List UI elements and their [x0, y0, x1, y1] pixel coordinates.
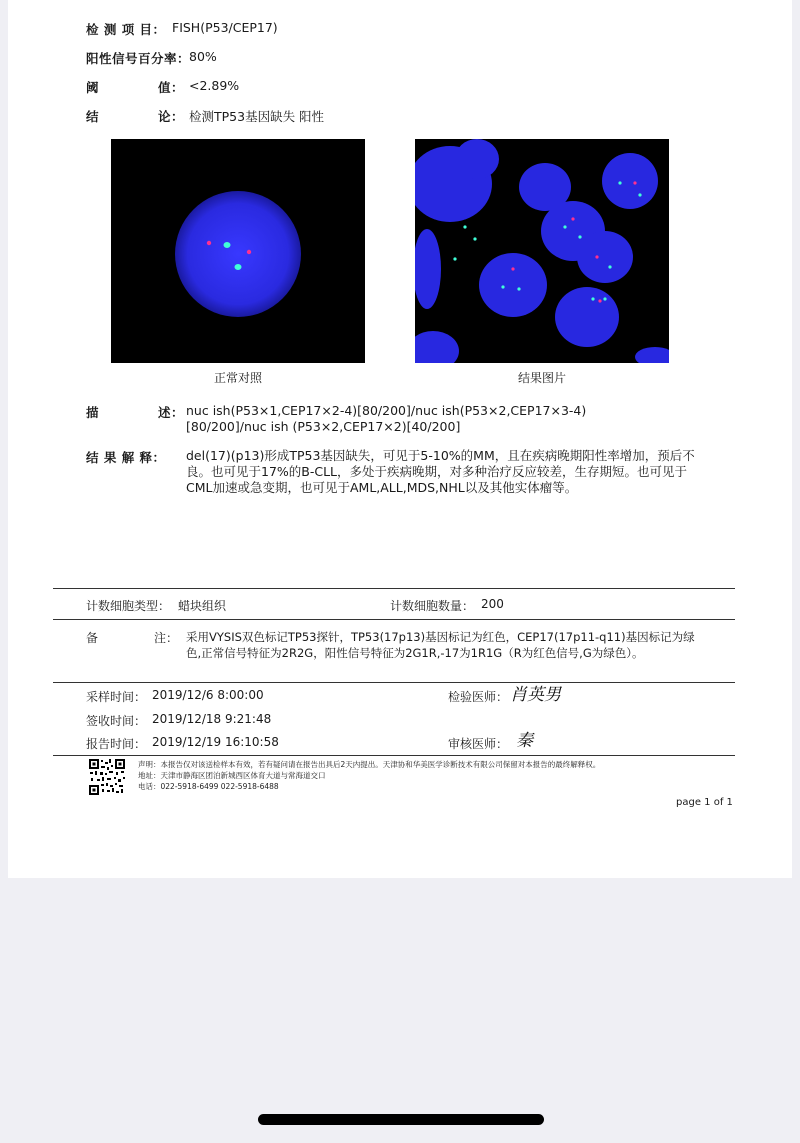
reviewer-signature: 秦: [516, 731, 533, 751]
receive-time-value: 2019/12/18 9:21:48: [152, 712, 272, 726]
reviewer-label: 审核医师：: [448, 737, 509, 751]
home-indicator[interactable]: [258, 1114, 544, 1125]
qr-code-icon: [88, 758, 126, 796]
green-signal: [591, 297, 594, 300]
note-label-2: 注：: [154, 631, 179, 645]
red-signal: [207, 241, 211, 245]
divider: [53, 682, 735, 683]
description-label-2: 述：: [158, 405, 185, 420]
green-signal: [517, 287, 520, 290]
nucleus-shape: [602, 153, 658, 209]
nucleus-shape: [555, 287, 619, 347]
nucleus-shape: [479, 253, 547, 317]
green-signal: [501, 285, 504, 288]
nucleus-shape: [455, 139, 499, 179]
threshold-label: 阈: [86, 80, 100, 95]
red-signal: [511, 267, 514, 270]
description-label: 描: [86, 405, 100, 420]
green-signal: [618, 181, 621, 184]
green-signal: [473, 237, 476, 240]
conclusion-value: 检测TP53基因缺失 阳性: [189, 109, 325, 124]
cell-count-value: 200: [481, 597, 504, 611]
footer-phone: 电话：022-5918-6499 022-5918-6488: [138, 782, 279, 791]
red-signal: [633, 181, 636, 184]
threshold-label-2: 值：: [158, 80, 185, 95]
inspector-label: 检验医师：: [448, 690, 509, 704]
green-signal: [453, 257, 456, 260]
red-signal: [571, 217, 574, 220]
nucleus-shape: [415, 331, 459, 363]
note-label: 备: [86, 631, 99, 645]
red-signal: [598, 299, 601, 302]
sample-time-value: 2019/12/6 8:00:00: [152, 688, 264, 702]
nucleus-shape: [415, 229, 441, 309]
receive-time-label: 签收时间：: [86, 714, 147, 728]
interpretation-label: 结 果 解 释：: [86, 450, 166, 465]
divider: [53, 755, 735, 756]
positive-label: 阳性信号百分率：: [86, 51, 191, 66]
green-signal: [563, 225, 566, 228]
inspector-signature: 肖英男: [510, 685, 561, 705]
red-signal: [595, 255, 598, 258]
report-time-value: 2019/12/19 16:10:58: [152, 735, 279, 749]
item-label: 检 测 项 目：: [86, 22, 166, 37]
result-caption: 结果图片: [517, 371, 566, 385]
description-text: nuc ish(P53×1,CEP17×2-4)[80/200]/nuc ish(P53×2,CEP17×3-4)[80/200]/nuc ish (P53×2,CEP17×2)[40/200]: [186, 403, 587, 434]
item-value: FISH(P53/CEP17): [172, 20, 278, 35]
footer-statement: 声明：本报告仅对该送检样本有效，若有疑问请在报告出具后2天内提出。天津协和华美医学诊断技术有限公司保留对本报告的最终解释权。: [138, 760, 601, 769]
conclusion-label: 结: [86, 109, 100, 124]
nucleus-shape: [635, 347, 669, 363]
sample-time-label: 采样时间：: [86, 690, 147, 704]
normal-control-image: [111, 139, 365, 363]
positive-value: 80%: [189, 49, 217, 64]
cell-type-label: 计数细胞类型：: [86, 599, 171, 613]
green-signal: [224, 242, 231, 248]
divider: [53, 588, 735, 589]
conclusion-label-2: 论：: [158, 109, 185, 124]
cell-type-value: 蜡块组织: [178, 599, 227, 613]
note-text: 采用VYSIS双色标记TP53探针，TP53(17p13)基因标记为红色，CEP17(17p11-q11)基因标记为绿色,正常信号特征为2R2G，阳性信号特征为2G1R,-17为1R1G（R为红色信号,G为绿色）。: [186, 630, 695, 660]
red-signal: [247, 250, 251, 254]
cell-count-label: 计数细胞数量：: [390, 599, 475, 613]
green-signal: [638, 193, 641, 196]
green-signal: [608, 265, 611, 268]
report-time-label: 报告时间：: [86, 737, 147, 751]
green-signal: [235, 264, 242, 270]
nucleus-shape: [175, 191, 301, 317]
footer-address: 地址：天津市静海区团泊新城西区体育大道与常海道交口: [138, 771, 326, 780]
threshold-value: <2.89%: [189, 78, 240, 93]
green-signal: [463, 225, 466, 228]
result-image: [415, 139, 669, 363]
normal-caption: 正常对照: [213, 371, 262, 385]
nucleus-shape: [577, 231, 633, 283]
divider: [53, 619, 735, 620]
green-signal: [603, 297, 606, 300]
interpretation-text: del(17)(p13)形成TP53基因缺失，可见于5-10%的MM，且在疾病晚期阳性率增加，预后不良。也可见于17%的B-CLL，多处于疾病晚期，对多种治疗反应较差，生存期短。也可见于CML加速或急变期，也可见于AML,ALL,MDS,NHL以及其他实体瘤等。: [186, 448, 695, 495]
green-signal: [578, 235, 581, 238]
report-sheet: [8, 0, 792, 878]
page-number: page 1 of 1: [676, 797, 733, 808]
